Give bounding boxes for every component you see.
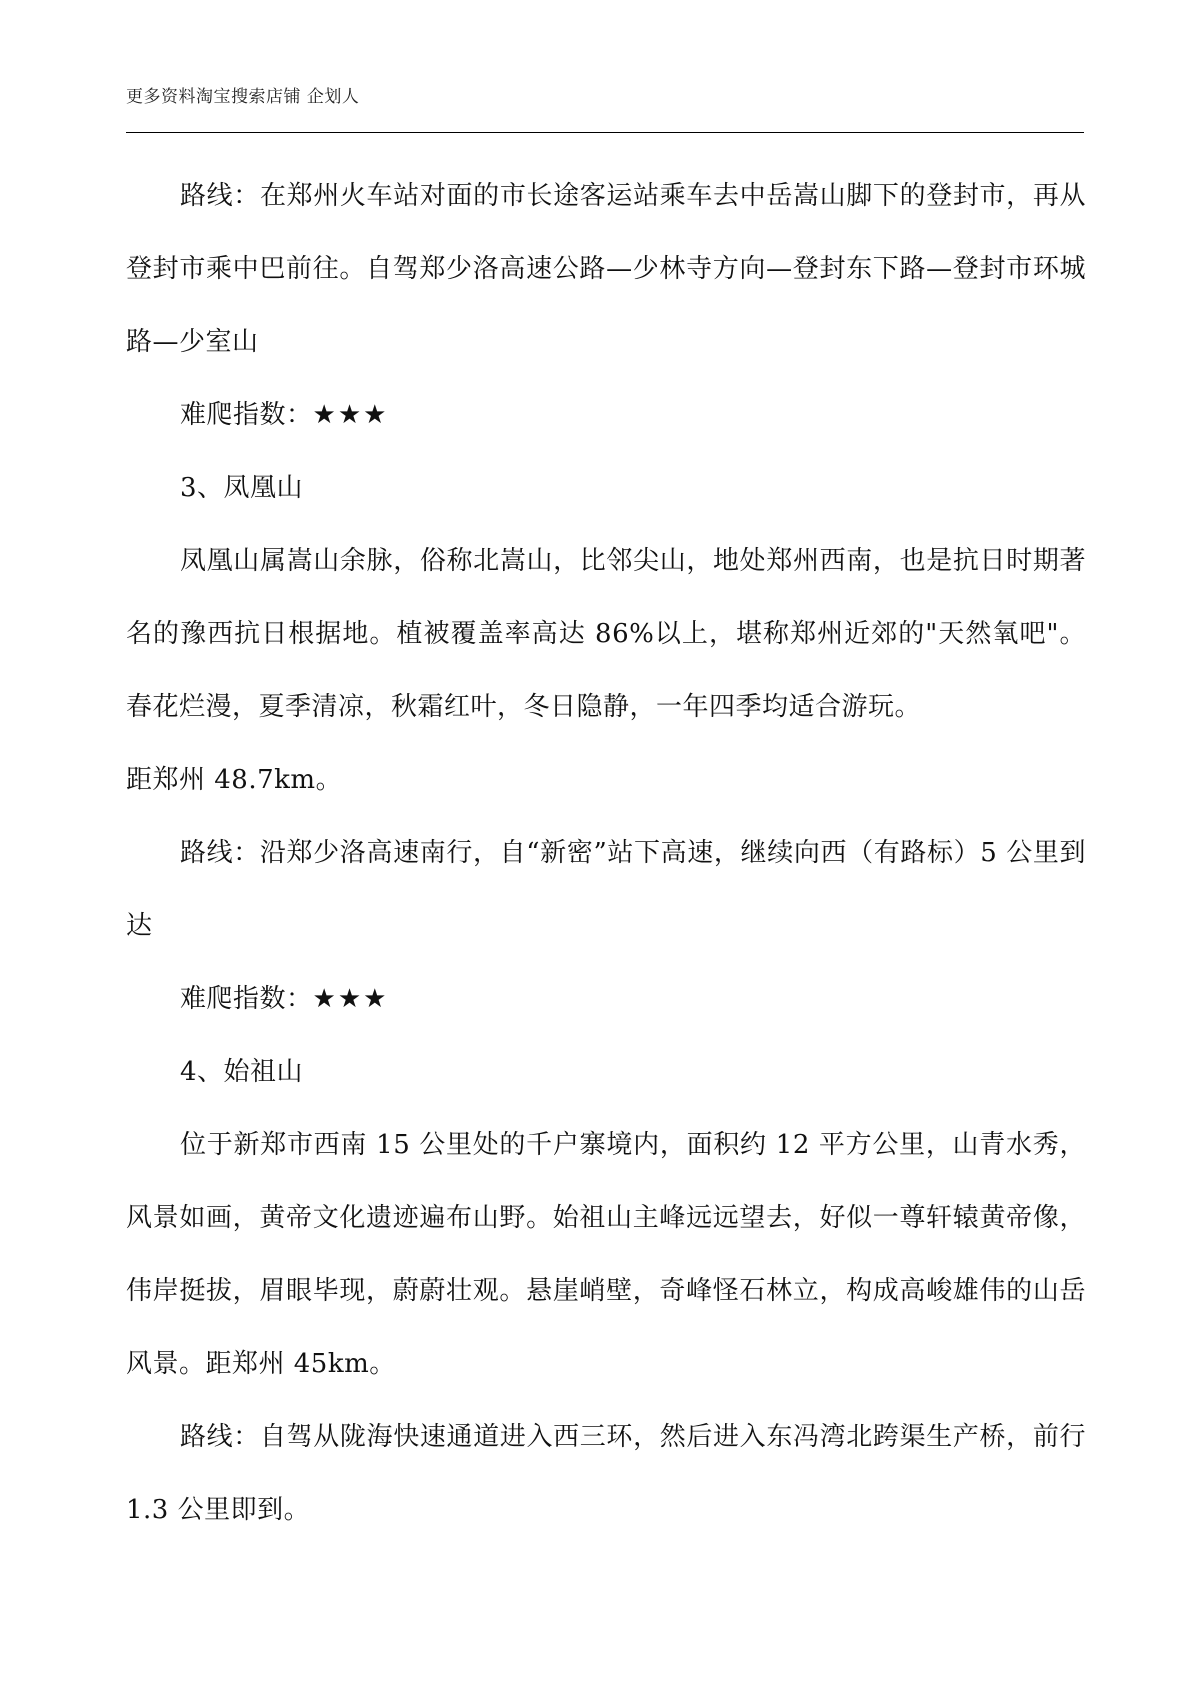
- header-divider: [126, 132, 1084, 133]
- route-paragraph-shaoshi: 路线：在郑州火车站对面的市长途客运站乘车去中岳嵩山脚下的登封市，再从登封市乘中巴前往。自驾郑少洛高速公路—少林寺方向—登封东下路—登封市环城路—少室山: [126, 181, 1086, 357]
- description-fenghuang: 凤凰山属嵩山余脉，俗称北嵩山，比邻尖山，地处郑州西南，也是抗日时期著名的豫西抗日根据地。植被覆盖率高达 86%以上，堪称郑州近郊的"天然氧吧"。春花烂漫，夏季清凉，秋霜红叶，冬日隐静，一年四季均适合游玩。: [126, 546, 1086, 722]
- difficulty-label: 难爬指数：: [180, 400, 313, 430]
- page-header: 更多资料淘宝搜索店铺 企划人: [126, 87, 360, 107]
- route-paragraph-shizu: 路线：自驾从陇海快速通道进入西三环，然后进入东冯湾北跨渠生产桥，前行 1.3 公里即到。: [126, 1422, 1086, 1525]
- distance-fenghuang: 距郑州 48.7km。: [126, 765, 343, 795]
- route-paragraph-fenghuang: 路线：沿郑少洛高速南行，自“新密”站下高速，继续向西（有路标）5 公里到达: [126, 838, 1086, 941]
- section-heading-shizu: 4、始祖山: [180, 1057, 304, 1087]
- section-heading-fenghuang: 3、凤凰山: [180, 473, 304, 503]
- description-shizu: 位于新郑市西南 15 公里处的千户寨境内，面积约 12 平方公里，山青水秀，风景如画，黄帝文化遗迹遍布山野。始祖山主峰远远望去，好似一尊轩辕黄帝像，伟岸挺拔，眉眼毕现，蔚蔚壮观。悬崖峭壁，奇峰怪石林立，构成高峻雄伟的山岳风景。距郑州 45km。: [126, 1130, 1086, 1379]
- difficulty-rating: [126, 379, 1086, 452]
- document-body: [126, 160, 1086, 1547]
- difficulty-label: 难爬指数：: [180, 984, 313, 1014]
- difficulty-rating: [126, 963, 1086, 1036]
- star-rating: ★★★: [312, 984, 389, 1014]
- star-rating: ★★★: [312, 400, 389, 430]
